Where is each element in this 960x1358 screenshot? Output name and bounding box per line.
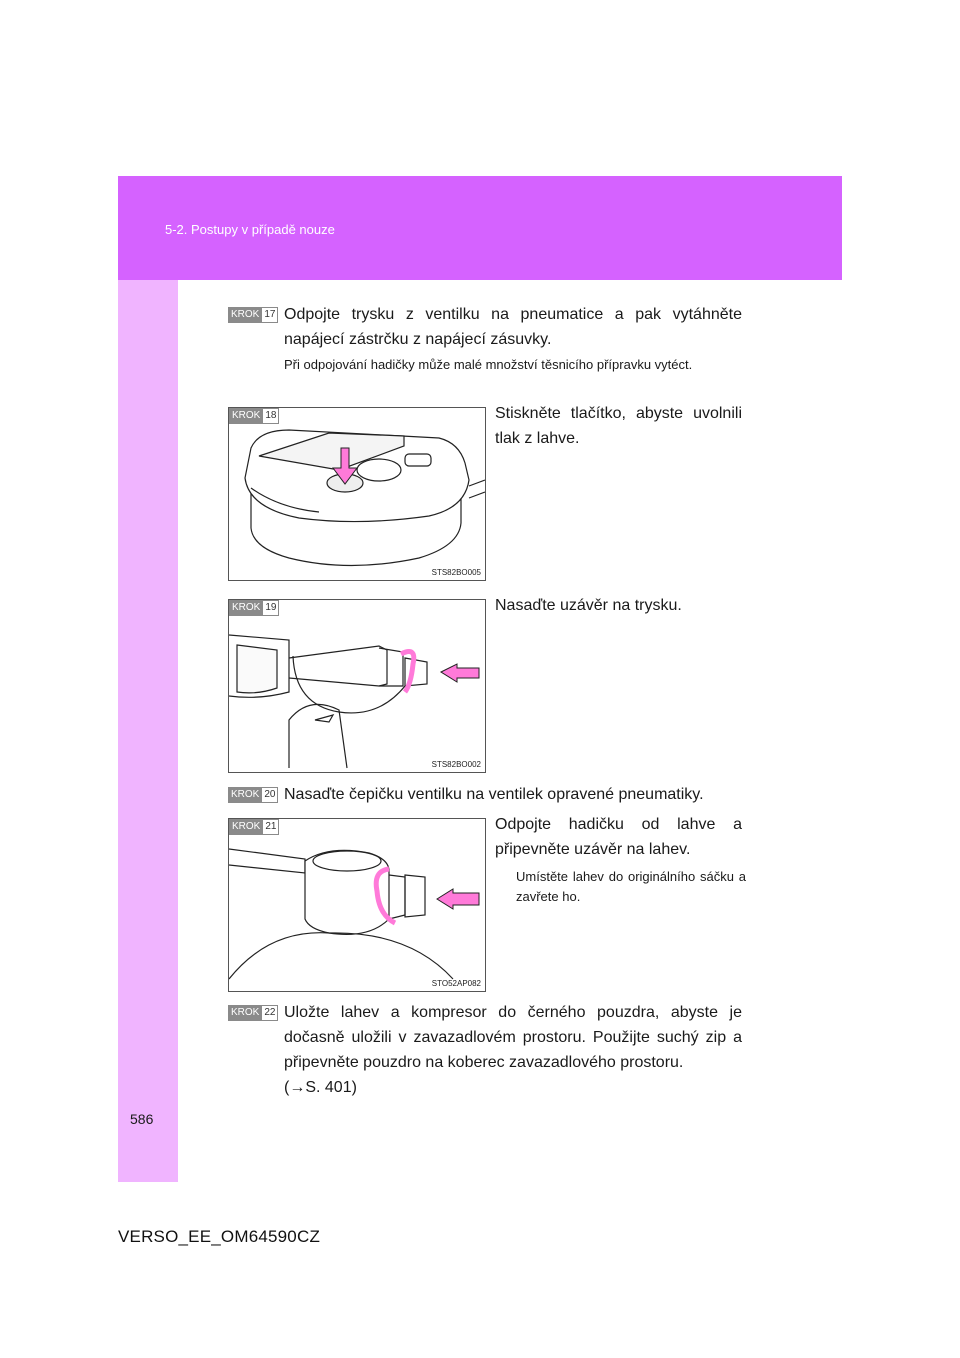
step-18-badge	[229, 408, 279, 424]
step-label: KROK	[228, 1005, 262, 1021]
step-22-page-reference[interactable]: (→S. 401)	[284, 1079, 357, 1096]
step-21-text: Odpojte hadičku od lahve a připevněte uzávěr na lahev.	[495, 816, 742, 858]
step-18-text: Stiskněte tlačítko, abyste uvolnili tlak z lahve.	[495, 405, 742, 447]
step-number: 21	[263, 819, 279, 835]
step-number: 19	[263, 600, 279, 616]
compressor-illustration	[229, 408, 485, 580]
step-17-text: Odpojte trysku z ventilku na pneumatice a pak vytáhněte napájecí zástrčku z napájecí zásuvky.	[284, 306, 742, 348]
step-number: 20	[262, 787, 278, 803]
step-number: 22	[262, 1005, 278, 1021]
step-label: KROK	[228, 787, 262, 803]
figure-bottle-cap	[228, 818, 486, 992]
step-number: 18	[263, 408, 279, 424]
figure-compressor-button	[228, 407, 486, 581]
step-20-text: Nasaďte čepičku ventilku na ventilek opravené pneumatiky.	[284, 786, 704, 803]
figure-code: STO52AP082	[431, 979, 481, 988]
step-20-badge	[228, 787, 278, 803]
figure-code: STS82BO002	[431, 760, 481, 769]
step-22-badge	[228, 1005, 278, 1021]
figure-code: STS82BO005	[431, 568, 481, 577]
push-arrow-icon	[441, 664, 479, 682]
push-arrow-icon	[437, 889, 479, 909]
figure-nozzle-cap	[228, 599, 486, 773]
step-19-text: Nasaďte uzávěr na trysku.	[495, 597, 682, 614]
step-22-text: Uložte lahev a kompresor do černého pouzdra, abyste je dočasně uložili v zavazadlovém prostoru. Použijte suchý zip a připevněte pouzdro na koberec zavazadlového prostoru.	[284, 1004, 742, 1071]
step-label: KROK	[228, 307, 262, 323]
step-17-note: Při odpojování hadičky může malé množství těsnicího přípravku vytéct.	[284, 357, 693, 372]
step-19-badge	[229, 600, 279, 616]
step-number: 17	[262, 307, 278, 323]
step-label: KROK	[229, 819, 263, 835]
side-strip	[118, 280, 178, 1182]
nozzle-cap-illustration	[229, 600, 485, 772]
step-17-badge	[228, 307, 278, 323]
page-number: 586	[130, 1111, 154, 1127]
step-21-note: Umístěte lahev do originálního sáčku a zavřete ho.	[516, 869, 746, 904]
document-code: VERSO_EE_OM64590CZ	[118, 1227, 321, 1246]
bottle-cap-illustration	[229, 819, 485, 991]
step-label: KROK	[229, 600, 263, 616]
step-21-badge	[229, 819, 279, 835]
section-title: 5-2. Postupy v případě nouze	[165, 222, 335, 237]
step-label: KROK	[229, 408, 263, 424]
